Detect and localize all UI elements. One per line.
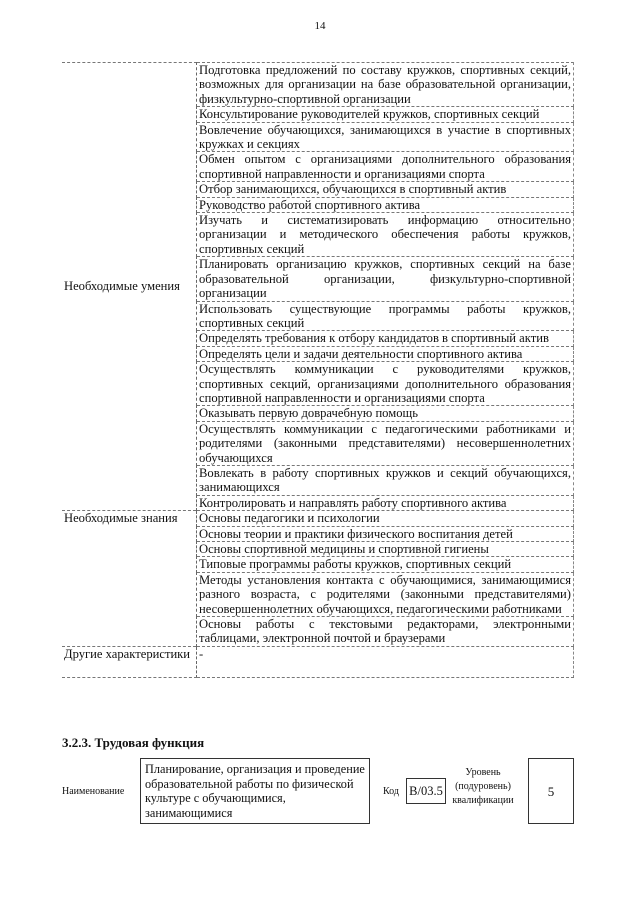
code-label: Код [383,786,399,797]
function-name-box: Планирование, организация и проведение образовательной работы по физической культуре с обучающимися, занимающимися [140,758,370,824]
knowledge-item: Основы работы с текстовыми редакторами, электронными таблицами, электронной почтой и браузерами [197,617,574,647]
section-title: 3.2.3. Трудовая функция [62,735,205,750]
skill-item: Вовлекать в работу спортивных кружков и секций обучающихся, занимающихся [197,465,574,495]
skill-item: Определять цели и задачи деятельности спортивного актива [197,346,574,361]
skill-item: Отбор занимающихся, обучающихся в спортивный актив [197,182,574,197]
other-label: Другие характеристики [62,646,197,677]
function-row [62,758,582,828]
knowledge-item: Типовые программы работы кружков, спортивных секций [197,557,574,572]
page-number: 14 [314,20,326,32]
skill-item: Вовлечение обучающихся, занимающихся в участие в спортивных кружках и секциях [197,122,574,152]
knowledge-item: Основы спортивной медицины и спортивной гигиены [197,542,574,557]
skill-item: Осуществлять коммуникации с руководителями кружков, спортивных секций, организациями дополнительного образования спортивной направленности и организациями спорта [197,362,574,406]
code-box: B/03.5 [406,778,446,804]
knowledge-item: Основы теории и практики физического воспитания детей [197,526,574,541]
skill-item: Осуществлять коммуникации с педагогическими работниками и родителями (законными представителями) несовершеннолетних обучающихся [197,421,574,465]
requirements-table [62,62,574,678]
knowledge-item: Основы педагогики и психологии [197,511,574,526]
skill-item: Оказывать первую доврачебную помощь [197,406,574,421]
name-label: Наименование [62,786,125,797]
level-box: 5 [528,758,574,824]
skill-item: Определять требования к отбору кандидатов в спортивный актив [197,331,574,346]
skills-label: Необходимые умения [62,63,197,511]
skill-item: Подготовка предложений по составу кружков, спортивных секций, возможных для организации на базе образовательной организации, физкультурно-спортивной организации [197,63,574,107]
skill-item: Контролировать и направлять работу спортивного актива [197,495,574,510]
knowledge-label: Необходимые знания [62,511,197,647]
skill-item: Консультирование руководителей кружков, спортивных секций [197,107,574,122]
skill-item: Руководство работой спортивного актива [197,197,574,212]
skill-item: Планировать организацию кружков, спортивных секций на базе образовательной организации, физкультурно-спортивной организации [197,257,574,301]
other-value: - [197,646,574,677]
skill-item: Изучать и систематизировать информацию относительно организации и методического обеспечения работы кружков, спортивных секций [197,213,574,257]
knowledge-item: Методы установления контакта с обучающимися, занимающимися разного возраста, с родителями (законными представителями) несовершеннолетних обучающихся, педагогическими работниками [197,572,574,616]
level-label: Уровень (подуровень) квалификации [452,767,514,806]
skill-item: Обмен опытом с организациями дополнительного образования спортивной направленности и организациями спорта [197,152,574,182]
skill-item: Использовать существующие программы работы кружков, спортивных секций [197,301,574,331]
